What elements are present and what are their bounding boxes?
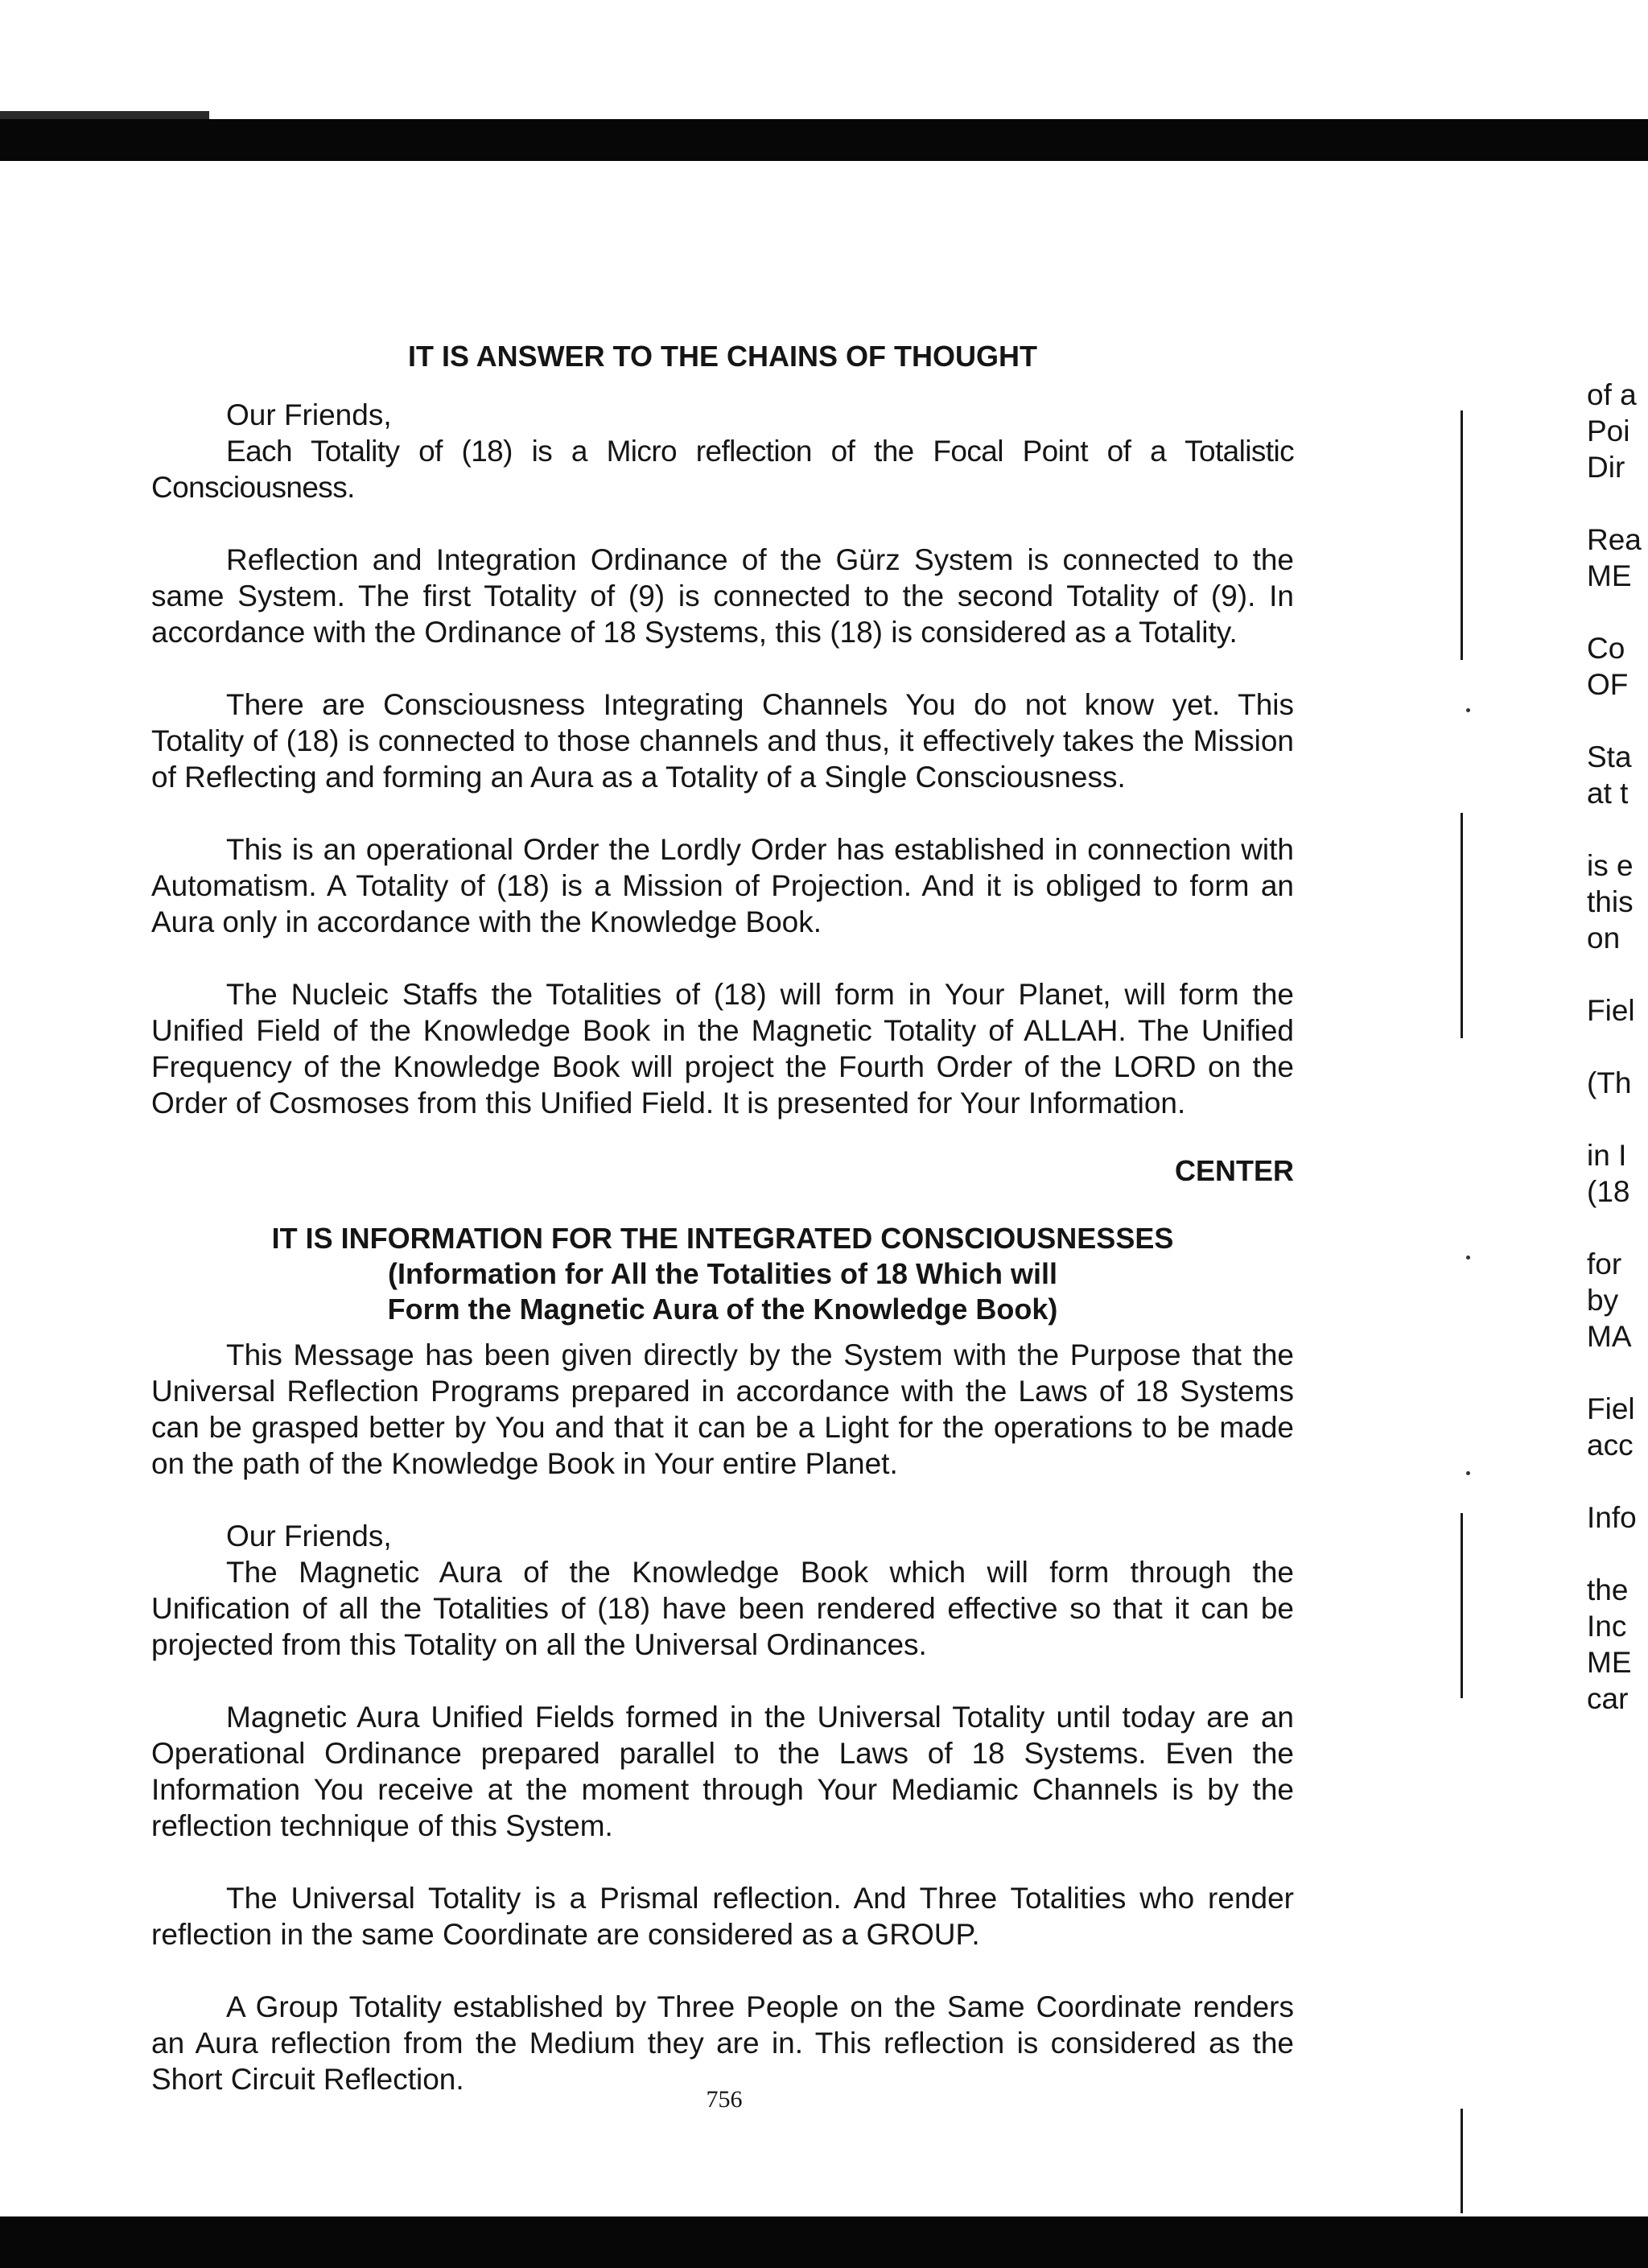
section-title-2-line-2: (Information for All the Totalities of 18 Which will <box>387 1257 1057 1290</box>
facing-page-fragment <box>1587 1029 1648 1065</box>
paragraph-2: Reflection and Integration Ordinance of the Gürz System is connected to the same System. The first Totality of (9) is connected to the second Totality of (9). In accordance with the Ordinance of 18 Systems, this (18) is considered as a Totality. <box>151 543 1294 649</box>
facing-page-fragment <box>1587 485 1648 522</box>
gutter-dot <box>1466 708 1470 712</box>
facing-page-fragment <box>1587 1210 1648 1246</box>
greeting-2: Our Friends, <box>226 1520 392 1553</box>
facing-page-fragments <box>1587 377 1648 1717</box>
facing-page-fragment <box>1587 1101 1648 1137</box>
facing-page-fragment: Dir <box>1587 451 1625 484</box>
facing-page-fragment: Fiel <box>1587 1392 1635 1425</box>
facing-page-fragment: the <box>1587 1573 1629 1606</box>
section-title: IT IS ANSWER TO THE CHAINS OF THOUGHT <box>408 340 1037 373</box>
gutter-dot <box>1466 1471 1470 1475</box>
facing-page-fragment: Info <box>1587 1501 1637 1534</box>
gutter-line <box>1461 1513 1463 1698</box>
section-title-2-line-1: IT IS INFORMATION FOR THE INTEGRATED CONSCIOUSNESSES <box>271 1222 1174 1255</box>
facing-page-fragment: car <box>1587 1682 1629 1715</box>
facing-page-fragment: for <box>1587 1247 1622 1280</box>
paragraph-9: The Universal Totality is a Prismal reflection. And Three Totalities who render reflection in the same Coordinate are considered as a GROUP. <box>151 1882 1294 1951</box>
section-title-2 <box>151 1221 1294 1327</box>
facing-page-fragment: ME <box>1587 1646 1632 1679</box>
facing-page-fragment <box>1587 956 1648 992</box>
facing-page-fragment: ME <box>1587 559 1632 592</box>
facing-page-fragment <box>1587 1463 1648 1499</box>
facing-page-fragment: Co <box>1587 632 1625 665</box>
facing-page-fragment: (18 <box>1587 1175 1630 1208</box>
facing-page-fragment: Poi <box>1587 414 1630 447</box>
facing-page-fragment: Fiel <box>1587 994 1635 1027</box>
paragraph-1: Each Totality of (18) is a Micro reflection of the Focal Point of a Totalistic Consciousness. <box>151 435 1294 504</box>
facing-page-fragment: (Th <box>1587 1066 1632 1099</box>
facing-page-fragment: acc <box>1587 1429 1634 1462</box>
facing-page-fragment <box>1587 1536 1648 1572</box>
facing-page-fragment <box>1587 594 1648 630</box>
scan-edge-bottom <box>0 2216 1648 2268</box>
paragraph-8: Magnetic Aura Unified Fields formed in the Universal Totality until today are an Operational Ordinance prepared parallel to the Laws of 18 Systems. Even the Information You receive at the moment through Your Mediamic Channels is by the reflection technique of this System. <box>151 1701 1294 1842</box>
gutter-dot <box>1466 1256 1470 1260</box>
facing-page-fragment: Rea <box>1587 523 1642 556</box>
gutter-line <box>1461 813 1463 1038</box>
page-number: 756 <box>706 2086 743 2113</box>
document-page <box>151 338 1294 2134</box>
signature: CENTER <box>1174 1154 1294 1187</box>
facing-page-fragment: this <box>1587 885 1634 918</box>
facing-page-fragment: Sta <box>1587 740 1632 773</box>
facing-page-fragment <box>1587 1355 1648 1391</box>
gutter-line <box>1461 410 1463 660</box>
paragraph-7: The Magnetic Aura of the Knowledge Book which will form through the Unification of all the Totalities of (18) have been rendered effective so that it can be projected from this Totality on all the Universal Ordinances. <box>151 1556 1294 1661</box>
paragraph-10: A Group Totality established by Three People on the Same Coordinate renders an Aura reflection from the Medium they are in. This reflection is considered as the Short Circuit Reflection. <box>151 1990 1294 2096</box>
facing-page-fragment: Inc <box>1587 1610 1627 1643</box>
facing-page-fragment: at t <box>1587 777 1629 810</box>
facing-page-fragment <box>1587 811 1648 847</box>
facing-page-fragment: by <box>1587 1284 1619 1317</box>
paragraph-5: The Nucleic Staffs the Totalities of (18) will form in Your Planet, will form the Unified Field of the Knowledge Book in the Magnetic Totality of ALLAH. The Unified Frequency of the Knowledge Book will project the Fourth Order of the LORD on the Order of Cosmoses from this Unified Field. It is presented for Your Information. <box>151 978 1294 1120</box>
facing-page-fragment: in I <box>1587 1139 1627 1172</box>
facing-page-fragment: of a <box>1587 378 1637 411</box>
paragraph-3: There are Consciousness Integrating Channels You do not know yet. This Totality of (18) is connected to those channels and thus, it effectively takes the Mission of Reflecting and forming an Aura as a Totality of a Single Consciousness. <box>151 688 1294 794</box>
facing-page-fragment <box>1587 703 1648 739</box>
paragraph-6: This Message has been given directly by the System with the Purpose that the Universal Reflection Programs prepared in accordance with the Laws of 18 Systems can be grasped better by You and that it can be a Light for the operations to be made on the path of the Knowledge Book in Your entire Planet. <box>151 1338 1294 1480</box>
facing-page-fragment: OF <box>1587 668 1629 701</box>
gutter-line <box>1461 2109 1463 2213</box>
greeting: Our Friends, <box>226 398 392 431</box>
facing-page-fragment: is e <box>1587 849 1634 882</box>
facing-page-fragment: on <box>1587 922 1621 955</box>
scan-edge-top <box>0 119 1648 161</box>
paragraph-4: This is an operational Order the Lordly Order has established in connection with Automatism. A Totality of (18) is a Mission of Projection. And it is obliged to form an Aura only in accordance with the Knowledge Book. <box>151 833 1294 938</box>
facing-page-fragment: MA <box>1587 1320 1632 1353</box>
section-title-2-line-3: Form the Magnetic Aura of the Knowledge Book) <box>387 1293 1058 1326</box>
